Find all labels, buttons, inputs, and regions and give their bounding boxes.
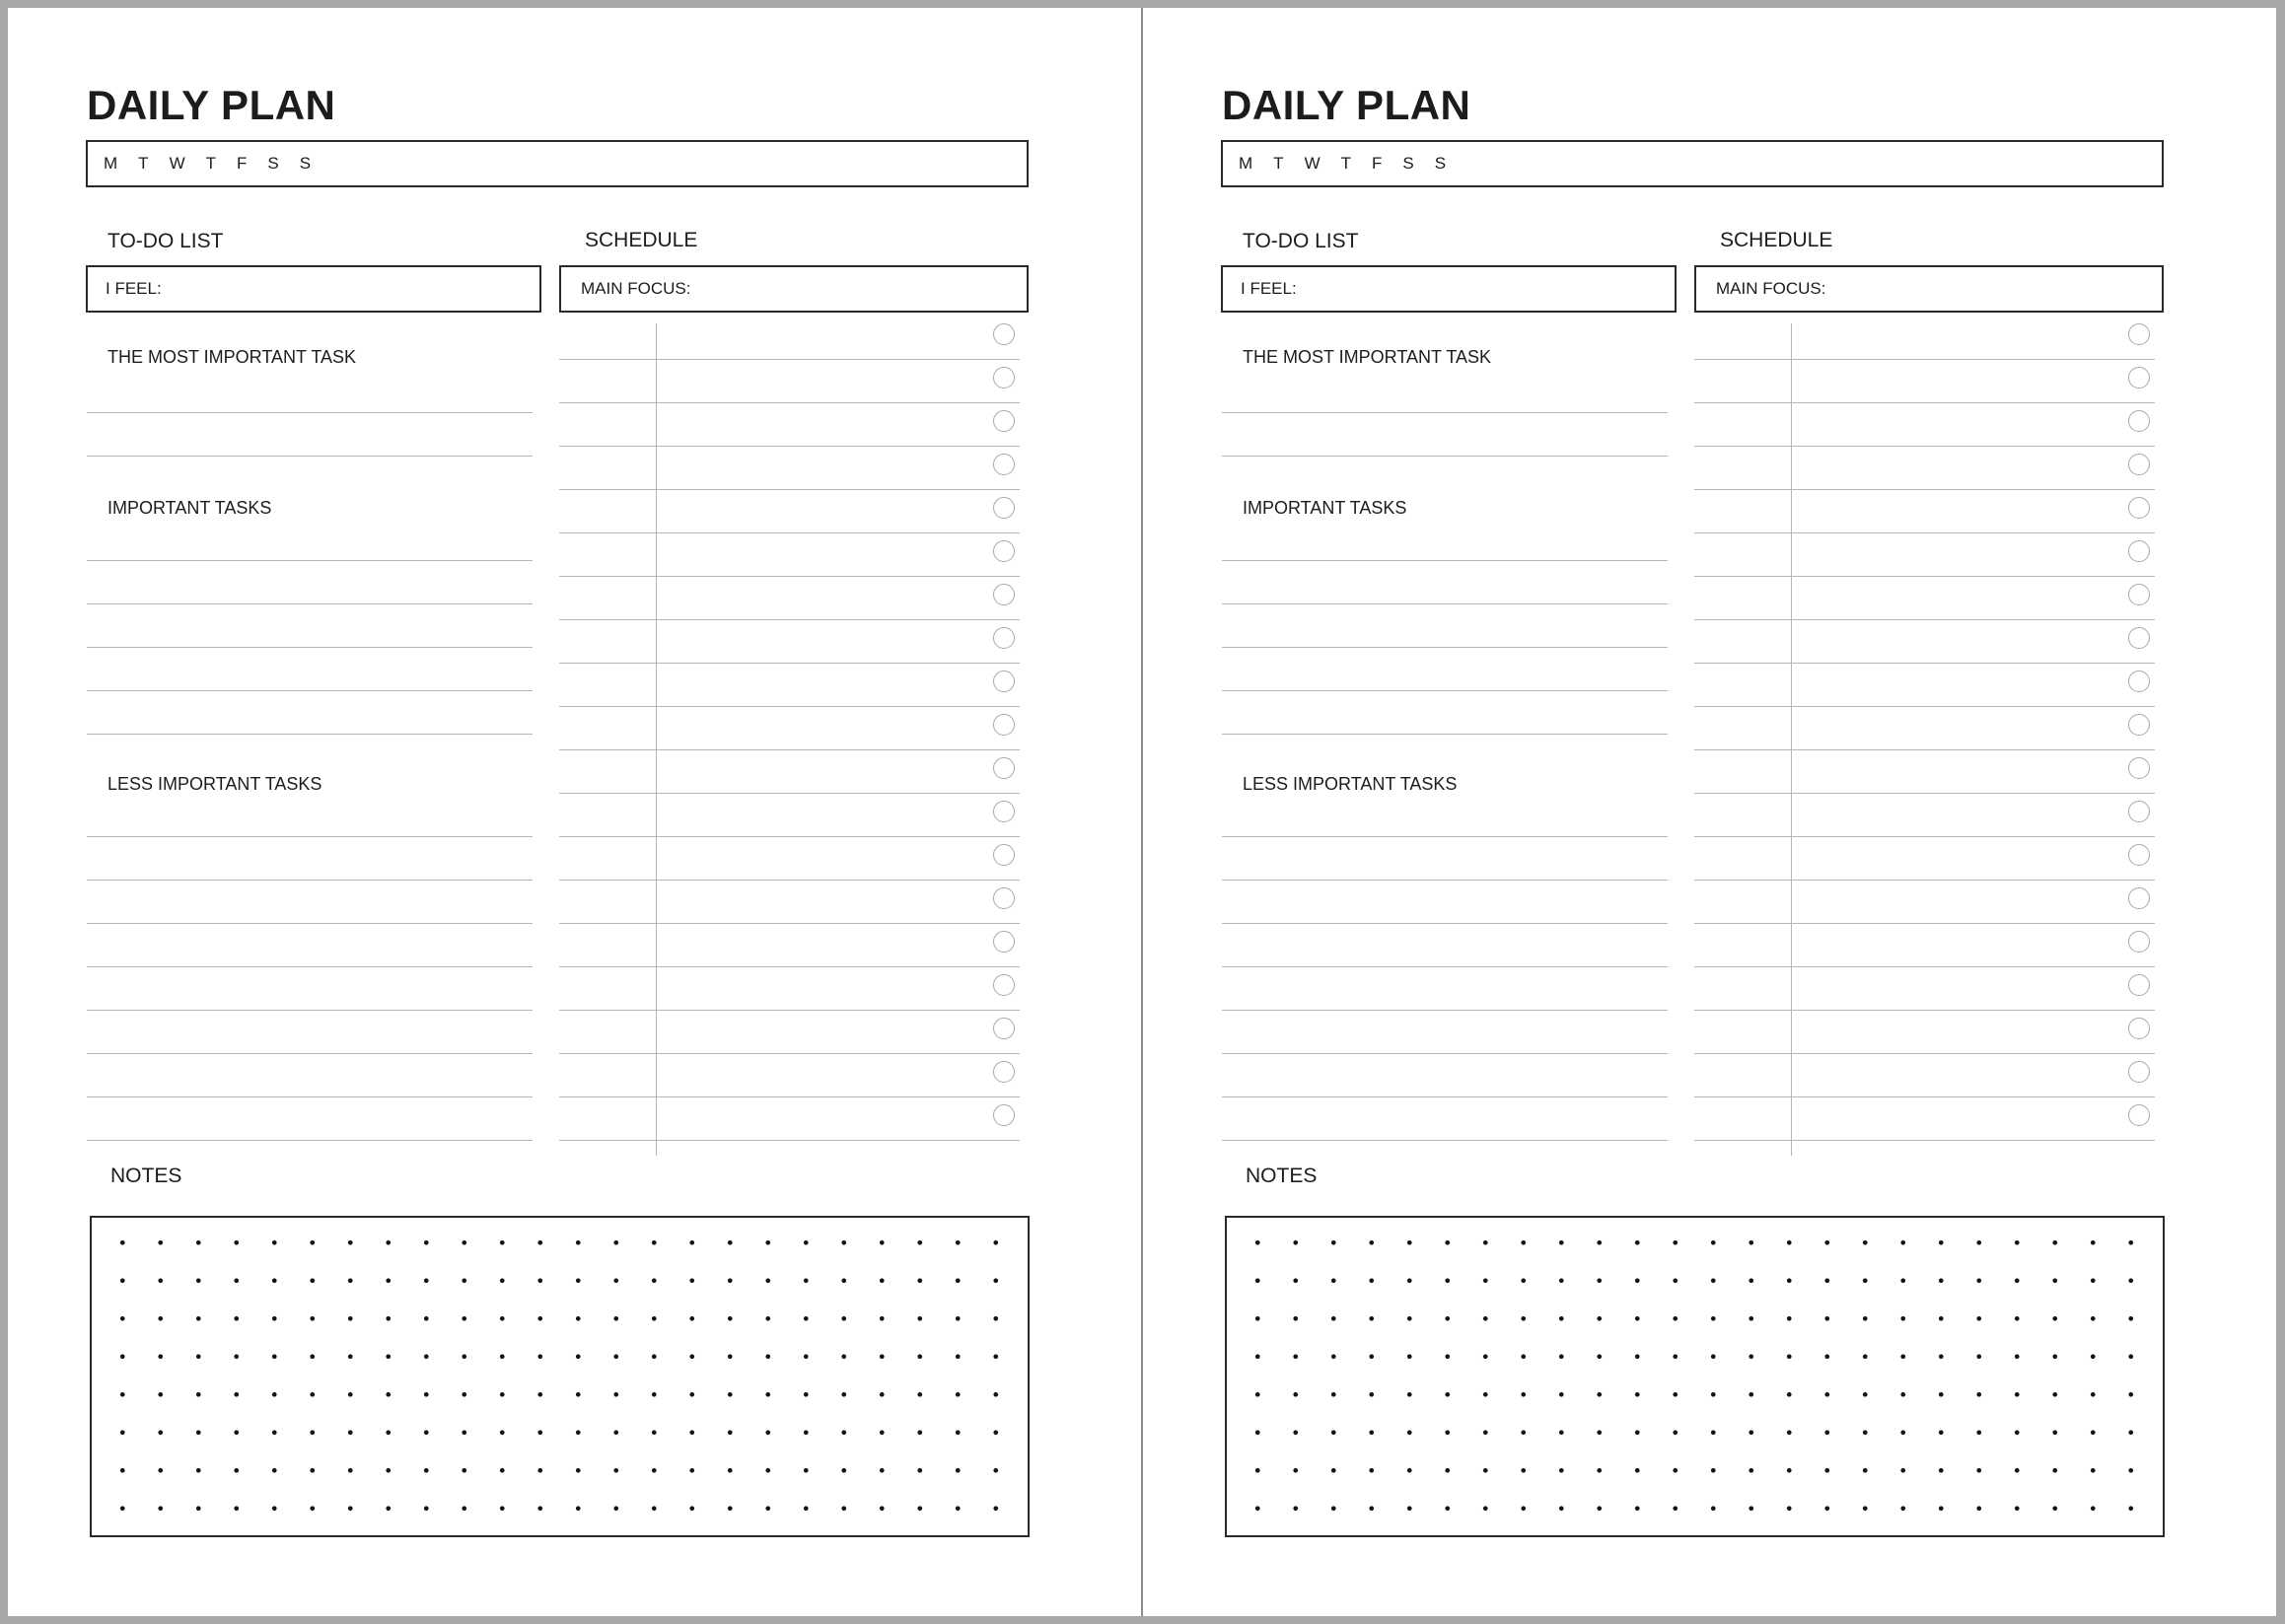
notes-dot-grid[interactable] [90, 1216, 1030, 1537]
schedule-row-line [559, 749, 1020, 750]
schedule-heading: SCHEDULE [1720, 229, 1833, 251]
planner-page [8, 8, 1141, 1616]
less-important-task-line[interactable] [1222, 1010, 1668, 1011]
less-important-task-line[interactable] [1222, 1140, 1668, 1141]
page-title: DAILY PLAN [87, 82, 336, 128]
todo-heading: TO-DO LIST [107, 230, 224, 252]
schedule-row-line [559, 619, 1020, 620]
schedule-checkbox[interactable] [993, 931, 1015, 953]
most-important-task-line[interactable] [1222, 456, 1668, 457]
most-important-task-line[interactable] [1222, 412, 1668, 413]
planner-page [1143, 8, 2276, 1616]
schedule-row-line [1694, 749, 2155, 750]
less-important-task-line[interactable] [87, 1096, 533, 1097]
important-tasks-label: IMPORTANT TASKS [1243, 498, 1407, 518]
less-important-task-line[interactable] [1222, 923, 1668, 924]
schedule-checkbox[interactable] [993, 497, 1015, 519]
schedule-row-line [559, 1096, 1020, 1097]
feel-label: I FEEL: [1241, 279, 1297, 298]
schedule-row-line [1694, 1140, 2155, 1141]
weekday-option[interactable]: S [1434, 154, 1448, 173]
weekday-list [104, 142, 312, 185]
schedule-row-line [1694, 1096, 2155, 1097]
schedule-checkbox[interactable] [2128, 671, 2150, 692]
most-important-task-line[interactable] [87, 456, 533, 457]
schedule-row-line [559, 663, 1020, 664]
notes-dot-grid[interactable] [1225, 1216, 2165, 1537]
less-important-task-line[interactable] [87, 836, 533, 837]
main-focus-label: MAIN FOCUS: [1716, 279, 1826, 298]
less-important-task-line[interactable] [87, 1010, 533, 1011]
less-important-tasks-label: LESS IMPORTANT TASKS [107, 774, 322, 794]
schedule-checkbox[interactable] [2128, 974, 2150, 996]
schedule-row-line [1694, 576, 2155, 577]
weekday-option[interactable]: W [1304, 154, 1321, 173]
less-important-task-line[interactable] [1222, 836, 1668, 837]
schedule-checkbox[interactable] [993, 671, 1015, 692]
schedule-row-line [1694, 923, 2155, 924]
schedule-row-line [1694, 359, 2155, 360]
schedule-row-line [1694, 402, 2155, 403]
most-important-task-line[interactable] [87, 412, 533, 413]
feel-field[interactable] [1221, 265, 1677, 313]
important-tasks-label: IMPORTANT TASKS [107, 498, 272, 518]
schedule-checkbox[interactable] [993, 627, 1015, 649]
schedule-checkbox[interactable] [2128, 844, 2150, 866]
schedule-checkbox[interactable] [993, 1018, 1015, 1039]
less-important-task-line[interactable] [87, 1140, 533, 1141]
less-important-task-line[interactable] [87, 923, 533, 924]
schedule-row-line [1694, 446, 2155, 447]
schedule-checkbox[interactable] [2128, 627, 2150, 649]
schedule-checkbox[interactable] [993, 1061, 1015, 1083]
weekday-option[interactable]: T [1340, 154, 1352, 173]
schedule-checkbox[interactable] [993, 323, 1015, 345]
schedule-row-line [559, 880, 1020, 881]
schedule-row-line [1694, 706, 2155, 707]
schedule-checkbox[interactable] [2128, 1104, 2150, 1126]
feel-field[interactable] [86, 265, 541, 313]
schedule-row-line [559, 966, 1020, 967]
important-task-line[interactable] [87, 603, 533, 604]
important-task-line[interactable] [1222, 603, 1668, 604]
schedule-checkbox[interactable] [2128, 540, 2150, 562]
schedule-checkbox[interactable] [993, 974, 1015, 996]
most-important-task-label: THE MOST IMPORTANT TASK [1243, 347, 1492, 367]
weekday-option[interactable]: F [237, 154, 249, 173]
important-task-line[interactable] [87, 560, 533, 561]
schedule-row-line [559, 576, 1020, 577]
schedule-checkbox[interactable] [993, 367, 1015, 388]
schedule-checkbox[interactable] [993, 540, 1015, 562]
schedule-checkbox[interactable] [2128, 454, 2150, 475]
weekday-option[interactable]: M [1239, 154, 1254, 173]
schedule-checkbox[interactable] [2128, 714, 2150, 736]
schedule-checkbox[interactable] [2128, 367, 2150, 388]
less-important-task-line[interactable] [1222, 1096, 1668, 1097]
schedule-checkbox[interactable] [2128, 801, 2150, 822]
less-important-task-line[interactable] [1222, 1053, 1668, 1054]
weekday-list [1239, 142, 1447, 185]
schedule-checkbox[interactable] [2128, 887, 2150, 909]
weekday-option[interactable]: T [138, 154, 150, 173]
schedule-row-line [1694, 1010, 2155, 1011]
schedule-row-line [559, 836, 1020, 837]
schedule-row-line [559, 402, 1020, 403]
schedule-checkbox[interactable] [2128, 931, 2150, 953]
most-important-task-label: THE MOST IMPORTANT TASK [107, 347, 357, 367]
schedule-checkbox[interactable] [2128, 323, 2150, 345]
schedule-row-line [559, 446, 1020, 447]
weekday-selector [86, 140, 1029, 187]
schedule-checkbox[interactable] [993, 757, 1015, 779]
less-important-task-line[interactable] [1222, 880, 1668, 881]
schedule-row-line [559, 793, 1020, 794]
schedule-row-line [1694, 1053, 2155, 1054]
schedule-checkbox[interactable] [993, 584, 1015, 605]
schedule-checkbox[interactable] [993, 887, 1015, 909]
schedule-checkbox[interactable] [2128, 584, 2150, 605]
less-important-tasks-label: LESS IMPORTANT TASKS [1243, 774, 1458, 794]
weekday-option[interactable]: S [299, 154, 313, 173]
less-important-task-line[interactable] [87, 1053, 533, 1054]
schedule-checkbox[interactable] [993, 844, 1015, 866]
schedule-checkbox[interactable] [2128, 497, 2150, 519]
important-task-line[interactable] [1222, 647, 1668, 648]
schedule-heading: SCHEDULE [585, 229, 698, 251]
notes-heading: NOTES [1246, 1165, 1318, 1187]
weekday-option[interactable]: S [267, 154, 280, 173]
schedule-row-line [1694, 532, 2155, 533]
schedule-row-line [1694, 966, 2155, 967]
schedule-row-line [1694, 880, 2155, 881]
schedule-row-line [559, 706, 1020, 707]
notes-heading: NOTES [110, 1165, 182, 1187]
schedule-row-line [559, 1140, 1020, 1141]
schedule-time-divider [656, 323, 657, 1156]
less-important-task-line[interactable] [1222, 966, 1668, 967]
schedule-checkbox[interactable] [993, 714, 1015, 736]
important-task-line[interactable] [1222, 734, 1668, 735]
schedule-checkbox[interactable] [2128, 410, 2150, 432]
important-task-line[interactable] [87, 734, 533, 735]
schedule-row-line [559, 359, 1020, 360]
schedule-row-line [559, 923, 1020, 924]
schedule-row-line [1694, 836, 2155, 837]
weekday-option[interactable]: T [1273, 154, 1285, 173]
important-task-line[interactable] [87, 690, 533, 691]
schedule-row-line [1694, 619, 2155, 620]
main-focus-field[interactable] [559, 265, 1029, 313]
main-focus-field[interactable] [1694, 265, 2164, 313]
schedule-row-line [1694, 663, 2155, 664]
schedule-row-line [559, 1053, 1020, 1054]
schedule-row-line [1694, 793, 2155, 794]
weekday-option[interactable]: F [1372, 154, 1384, 173]
schedule-row-line [559, 1010, 1020, 1011]
schedule-row-line [1694, 489, 2155, 490]
schedule-time-divider [1791, 323, 1792, 1156]
schedule-checkbox[interactable] [993, 454, 1015, 475]
weekday-option[interactable]: S [1402, 154, 1415, 173]
todo-heading: TO-DO LIST [1243, 230, 1359, 252]
planner-spread [8, 8, 2276, 1616]
schedule-row-line [559, 489, 1020, 490]
weekday-option[interactable]: T [205, 154, 217, 173]
important-task-line[interactable] [1222, 560, 1668, 561]
important-task-line[interactable] [1222, 690, 1668, 691]
schedule-checkbox[interactable] [2128, 1061, 2150, 1083]
schedule-checkbox[interactable] [993, 1104, 1015, 1126]
schedule-checkbox[interactable] [2128, 757, 2150, 779]
schedule-row-line [559, 532, 1020, 533]
feel-label: I FEEL: [106, 279, 162, 298]
weekday-option[interactable]: M [104, 154, 119, 173]
weekday-option[interactable]: W [169, 154, 186, 173]
less-important-task-line[interactable] [87, 880, 533, 881]
schedule-checkbox[interactable] [993, 410, 1015, 432]
schedule-checkbox[interactable] [2128, 1018, 2150, 1039]
page-title: DAILY PLAN [1222, 82, 1471, 128]
schedule-checkbox[interactable] [993, 801, 1015, 822]
weekday-selector [1221, 140, 2164, 187]
less-important-task-line[interactable] [87, 966, 533, 967]
main-focus-label: MAIN FOCUS: [581, 279, 691, 298]
important-task-line[interactable] [87, 647, 533, 648]
